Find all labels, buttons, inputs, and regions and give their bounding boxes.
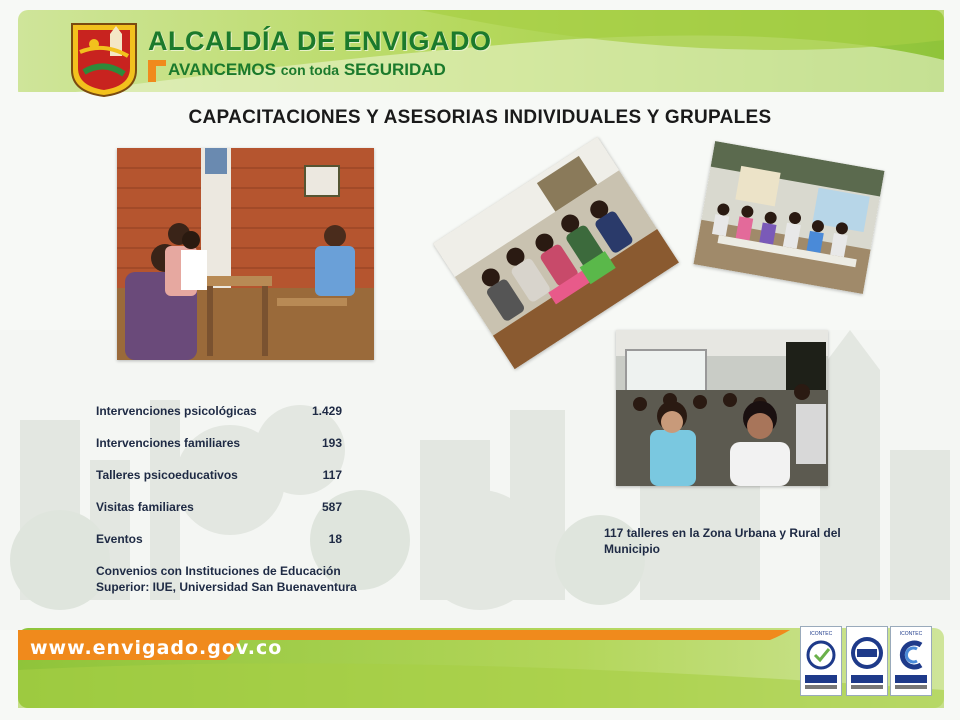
stat-label: Eventos [96,532,143,546]
stat-row [96,500,396,516]
slogan-part-3: SEGURIDAD [343,60,446,79]
stat-label: Visitas familiares [96,500,194,514]
orange-arrow-icon [146,58,168,84]
stat-label: Talleres psicoeducativos [96,468,238,482]
stat-value: 193 [321,436,342,450]
cert-label: ICONTEC [809,631,833,637]
brand-title: ALCALDÍA DE ENVIGADO [148,26,492,56]
photo-counseling-session [117,148,374,360]
slogan-part-2: con toda [280,62,340,78]
stat-value: 1.429 [311,404,342,418]
stat-value: 18 [328,532,342,546]
stat-row [96,468,396,484]
stat-value: 587 [321,500,342,514]
stat-label: Intervenciones psicológicas [96,404,257,418]
stat-value: 117 [322,468,342,482]
stat-row [96,532,396,548]
photo-classroom-meeting [693,141,884,294]
convenios-text: Convenios con Instituciones de Educación Superior: IUE, Universidad San Buenaventura [96,564,357,594]
stat-row [96,436,396,452]
certification-badge-iqnet [846,626,888,696]
stat-label: Intervenciones familiares [96,436,241,450]
photo-audience [616,330,828,486]
talleres-caption: 117 talleres en la Zona Urbana y Rural del Municipio [604,526,841,556]
cert-label: ICONTEC [899,631,923,637]
slide-title: CAPACITACIONES Y ASESORIAS INDIVIDUALES Y GRUPALES [188,107,772,128]
municipal-shield-logo [70,22,138,98]
brand-slogan [168,60,446,80]
stat-row [96,404,396,420]
certification-badge-gp [800,626,842,696]
website-url[interactable]: www.envigado.gov.co [30,637,283,659]
certification-badge-iso [890,626,932,696]
slogan-part-1: AVANCEMOS [168,60,276,79]
